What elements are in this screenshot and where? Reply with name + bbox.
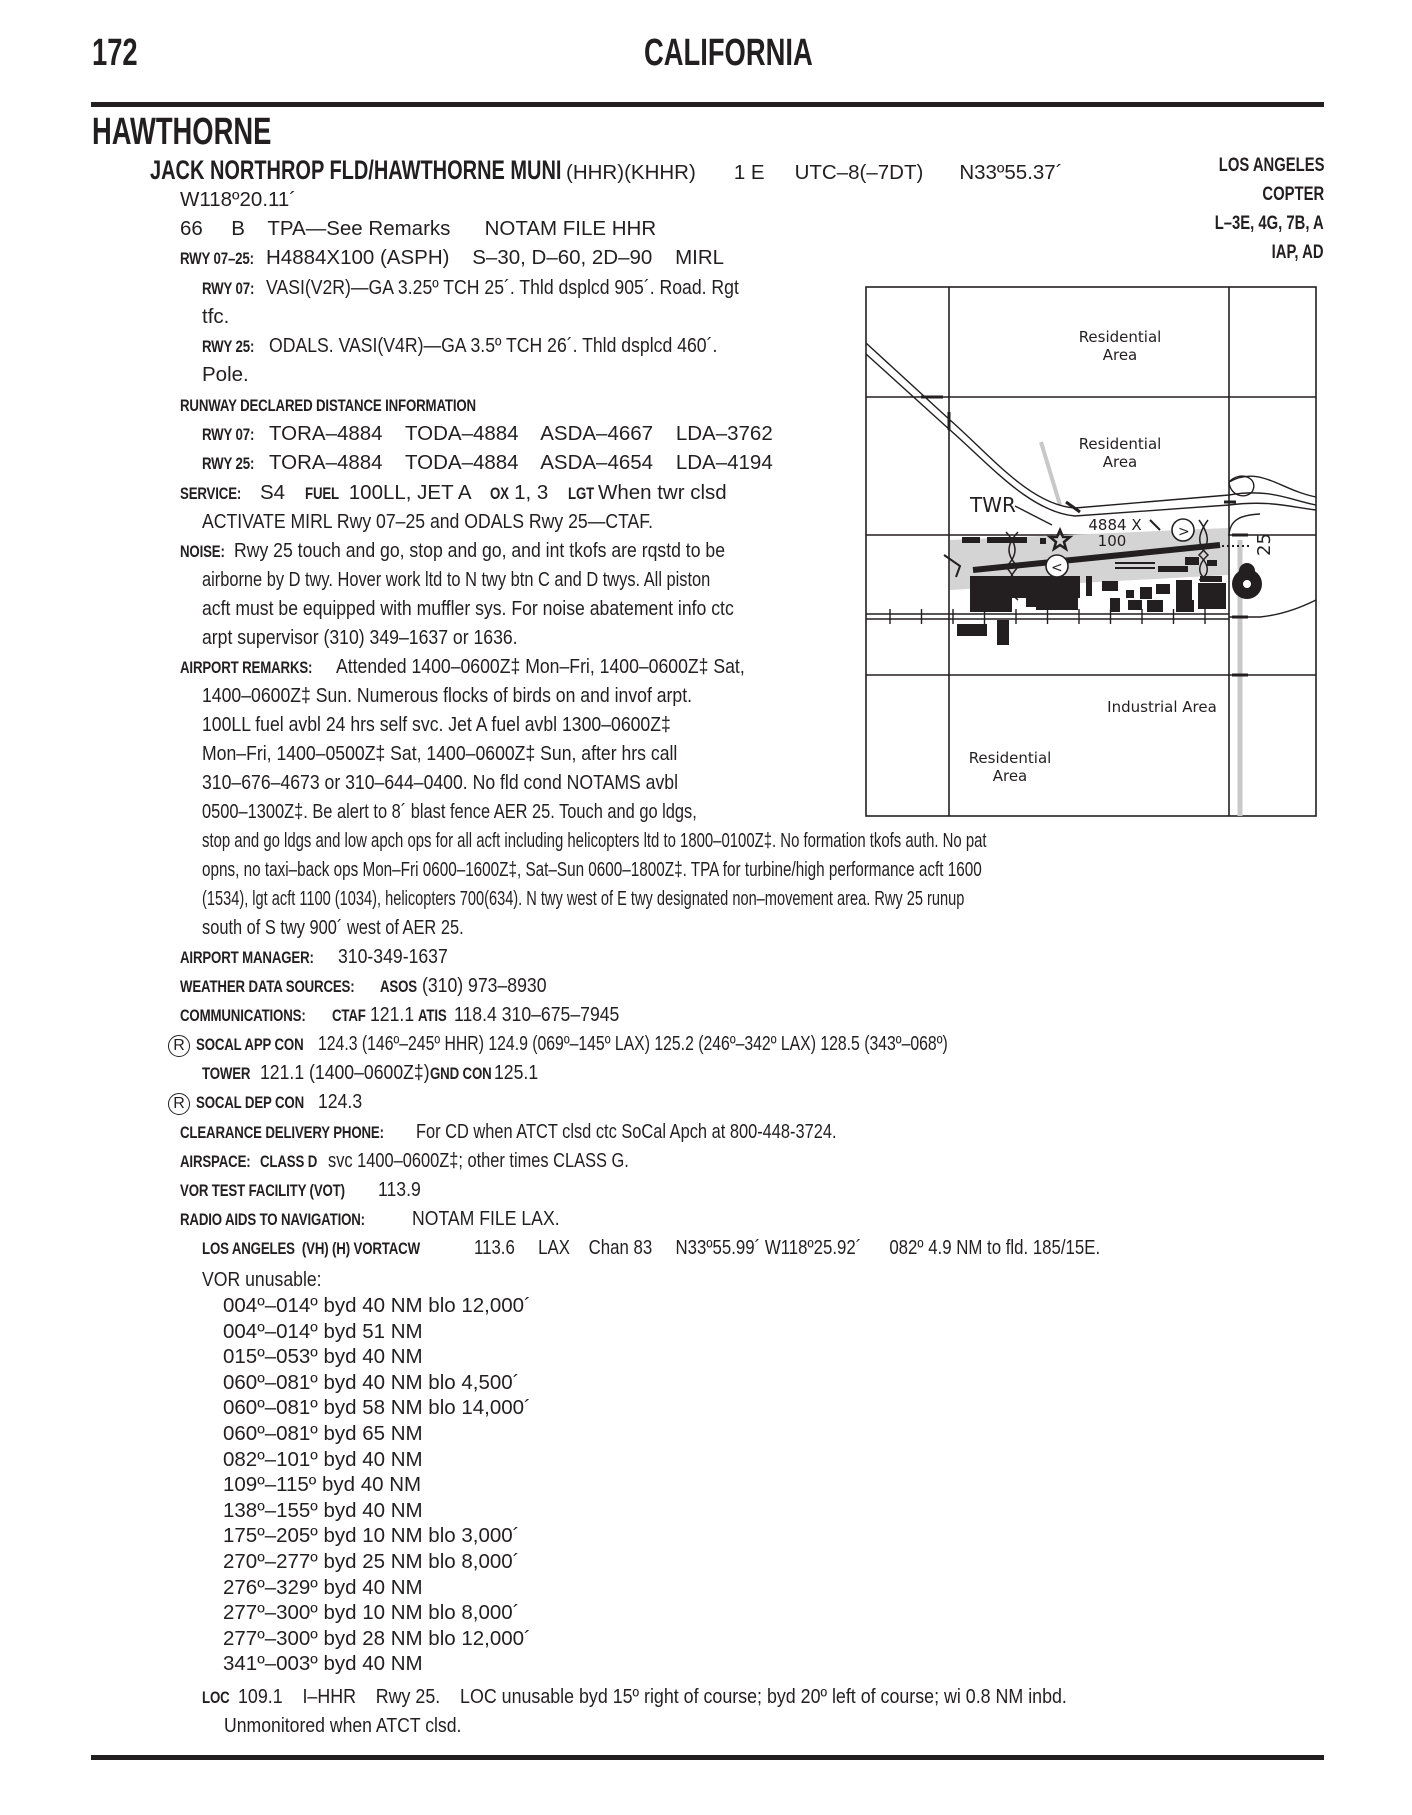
weather-line bbox=[180, 971, 567, 1000]
airport-lon: W118º20.11´ bbox=[180, 188, 297, 211]
vor-unusable-item: 082º–101º byd 40 NM bbox=[223, 1447, 423, 1471]
radar-r-icon: R bbox=[168, 1093, 190, 1115]
declared-row bbox=[202, 419, 773, 448]
app-con-line bbox=[168, 1029, 1136, 1058]
declared-row-text: TORA–4884 TODA–4884 ASDA–4654 LDA–4194 bbox=[269, 451, 773, 474]
rwy07-line bbox=[202, 273, 816, 302]
area-label: Area bbox=[1102, 453, 1138, 471]
chart-ref: COPTER bbox=[1262, 184, 1324, 205]
interchange-ramp bbox=[1229, 514, 1260, 535]
area-label: Residential bbox=[1078, 435, 1162, 453]
weather-label: WEATHER DATA SOURCES: bbox=[180, 977, 355, 996]
vot-value: 113.9 bbox=[378, 1178, 421, 1201]
remarks-line: 310–676–4673 or 310–644–0400. No fld cond NOTAMS avbl bbox=[202, 771, 679, 794]
vor-unusable-item: 277º–300º byd 28 NM blo 12,000´ bbox=[223, 1626, 531, 1650]
remarks-line: south of S twy 900´ west of AER 25. bbox=[202, 916, 464, 939]
area-label: Area bbox=[992, 767, 1028, 785]
navaids-label: RADIO AIDS TO NAVIGATION: bbox=[180, 1210, 365, 1229]
direction-arrow-right: > bbox=[1178, 524, 1190, 540]
fuel-value: 100LL, JET A bbox=[348, 481, 471, 504]
vor-unusable-item: 138º–155º byd 40 NM bbox=[223, 1498, 423, 1522]
top-rule bbox=[91, 102, 1324, 107]
airport-line bbox=[150, 154, 1063, 186]
navaids-line bbox=[180, 1204, 584, 1233]
vor-unusable-item: 277º–300º byd 10 NM blo 8,000´ bbox=[223, 1601, 520, 1625]
loc-line bbox=[202, 1682, 1191, 1711]
area-label: Industrial Area bbox=[1107, 698, 1217, 716]
state-title: CALIFORNIA bbox=[644, 32, 813, 74]
rwy07-label: RWY 07: bbox=[202, 279, 255, 298]
lgt-value: When twr clsd bbox=[597, 481, 727, 504]
gnd-value: 125.1 bbox=[494, 1061, 539, 1084]
vor-unusable-item: 109º–115º byd 40 NM bbox=[223, 1473, 422, 1497]
asos-label: ASOS bbox=[380, 977, 417, 996]
ctaf-value: 121.1 bbox=[370, 1003, 415, 1026]
app-con-label: SOCAL APP CON bbox=[196, 1035, 304, 1054]
comms-line bbox=[180, 1000, 646, 1029]
service-line bbox=[180, 478, 727, 507]
atis-value: 118.4 310–675–7945 bbox=[454, 1003, 620, 1026]
area-label: Residential bbox=[1078, 328, 1162, 346]
vor-unusable-item: 276º–329º byd 40 NM bbox=[223, 1575, 423, 1599]
airport-lat: N33º55.37´ bbox=[959, 161, 1063, 184]
vor-unusable-item: 060º–081º byd 58 NM blo 14,000´ bbox=[223, 1396, 531, 1420]
service-label: SERVICE: bbox=[180, 484, 242, 503]
remarks-line: 1400–0600Z‡ Sun. Numerous flocks of birds on and invof arpt. bbox=[202, 684, 693, 707]
vor-unusable-item: 060º–081º byd 40 NM blo 4,500´ bbox=[223, 1370, 520, 1394]
rwy25-text: ODALS. VASI(V4R)—GA 3.5º TCH 26´. Thld dsplcd 460´. bbox=[269, 334, 718, 357]
airspace-text: svc 1400–0600Z‡; other times CLASS G. bbox=[328, 1149, 629, 1172]
rwy07-text: VASI(V2R)—GA 3.25º TCH 25´. Thld dsplcd 905´. Road. Rgt bbox=[266, 276, 739, 299]
runway-label: RWY 07–25: bbox=[180, 249, 254, 268]
noise-line: airborne by D twy. Hover work ltd to N twy btn C and D twys. All piston bbox=[202, 568, 711, 591]
vortac-line bbox=[202, 1233, 1238, 1262]
rwy25-line bbox=[202, 331, 790, 360]
area-label: Area bbox=[1102, 346, 1138, 364]
runway-text: H4884X100 (ASPH) S–30, D–60, 2D–90 MIRL bbox=[266, 246, 725, 269]
noise-line: arpt supervisor (310) 349–1637 or 1636. bbox=[202, 626, 518, 649]
tower-pointer bbox=[1015, 506, 1052, 525]
remarks-line: 0500–1300Z‡. Be alert to 8´ blast fence AER 25. Touch and go ldgs, bbox=[202, 800, 697, 823]
ox-value: 1, 3 bbox=[514, 481, 549, 504]
runway-line bbox=[180, 243, 724, 272]
comms-label: COMMUNICATIONS: bbox=[180, 1006, 306, 1025]
runway-end-label: 25 bbox=[1254, 533, 1275, 556]
airport-name: JACK NORTHROP FLD/HAWTHORNE MUNI bbox=[150, 155, 562, 185]
dep-con-label: SOCAL DEP CON bbox=[196, 1093, 305, 1112]
airspace-line bbox=[180, 1146, 704, 1175]
manager-label: AIRPORT MANAGER: bbox=[180, 948, 314, 967]
loc-label: LOC bbox=[202, 1688, 230, 1707]
declared-row bbox=[202, 448, 773, 477]
bottom-rule bbox=[91, 1755, 1324, 1760]
gnd-label: GND CON bbox=[430, 1064, 492, 1083]
airport-diagram bbox=[862, 283, 1320, 820]
dims-pointer bbox=[1150, 520, 1160, 530]
rwy25-label: RWY 25: bbox=[202, 337, 255, 356]
chart-ref: LOS ANGELES bbox=[1218, 155, 1324, 176]
tower-label: TOWER bbox=[202, 1064, 251, 1083]
direction-arrow-left: < bbox=[1051, 560, 1063, 576]
remarks-line: Mon–Fri, 1400–0500Z‡ Sat, 1400–0600Z‡ Sun, after hrs call bbox=[202, 742, 678, 765]
tower-line bbox=[202, 1058, 545, 1087]
remarks-line: stop and go ldgs and low apch ops for all acft including helicopters ltd to 1800–0100Z‡. No formation tkofs auth. No pat bbox=[202, 829, 987, 852]
vor-unusable-item: 004º–014º byd 51 NM bbox=[223, 1319, 423, 1343]
dep-con-value: 124.3 bbox=[318, 1090, 363, 1113]
ox-label: OX bbox=[490, 484, 509, 503]
fuel-label: FUEL bbox=[304, 484, 339, 503]
vortac-label: LOS ANGELES (VH) (H) VORTACW bbox=[202, 1239, 420, 1258]
airport-distance: 1 E bbox=[733, 161, 765, 184]
runway-dims: 100 bbox=[1097, 532, 1127, 550]
rwy07-line2: tfc. bbox=[202, 305, 230, 328]
city-title: HAWTHORNE bbox=[92, 111, 272, 153]
page-number: 172 bbox=[92, 32, 138, 74]
vor-unusable-item: 060º–081º byd 65 NM bbox=[223, 1422, 423, 1445]
highway bbox=[866, 343, 1316, 508]
vor-unusable-item: 015º–053º byd 40 NM bbox=[223, 1345, 423, 1369]
airport-line3: 66 B TPA—See Remarks NOTAM FILE HHR bbox=[180, 217, 657, 240]
remarks-line: opns, no taxi–back ops Mon–Fri 0600–1600Z‡, Sat–Sun 0600–1800Z‡. TPA for turbine/high performance acft 1600 bbox=[202, 858, 982, 881]
loc-text: 109.1 I–HHR Rwy 25. LOC unusable byd 15º right of course; byd 20º left of course; wi 0.8 NM inbd. bbox=[238, 1685, 1067, 1708]
rwy25-line2: Pole. bbox=[202, 363, 249, 386]
navaids-text: NOTAM FILE LAX. bbox=[412, 1207, 560, 1230]
area-label: Residential bbox=[968, 749, 1052, 767]
declared-row-label: RWY 07: bbox=[202, 425, 255, 444]
noise-line bbox=[180, 536, 805, 565]
service-line2: ACTIVATE MIRL Rwy 07–25 and ODALS Rwy 25—CTAF. bbox=[202, 510, 654, 533]
dep-con-line bbox=[168, 1087, 369, 1116]
service-s: S4 bbox=[260, 481, 286, 504]
vor-unusable-item: 341º–003º byd 40 NM bbox=[223, 1652, 423, 1676]
vortac-text: 113.6 LAX Chan 83 N33º55.99´ W118º25.92´ 082º 4.9 NM to fld. 185/15E. bbox=[474, 1236, 1101, 1259]
runway-dims: 4884 X bbox=[1088, 516, 1142, 534]
vor-unusable-item: 004º–014º byd 40 NM blo 12,000´ bbox=[223, 1294, 531, 1317]
vot-line bbox=[180, 1175, 428, 1204]
remarks-text: Attended 1400–0600Z‡ Mon–Fri, 1400–0600Z‡ Sat, bbox=[336, 655, 745, 678]
remarks-line: 100LL fuel avbl 24 hrs self svc. Jet A fuel avbl 1300–0600Z‡ bbox=[202, 713, 671, 736]
chart-ref: L–3E, 4G, 7B, A bbox=[1214, 213, 1324, 234]
remarks-label: AIRPORT REMARKS: bbox=[180, 658, 313, 677]
app-con-value: 124.3 (146º–245º HHR) 124.9 (069º–145º LAX) 125.2 (246º–342º LAX) 128.5 (343º–068º) bbox=[318, 1032, 948, 1055]
airport-ids: (HHR)(KHHR) bbox=[566, 161, 696, 184]
noise-text: Rwy 25 touch and go, stop and go, and int tkofs are rqstd to be bbox=[234, 539, 726, 562]
rotating-beacon-icon bbox=[1232, 563, 1262, 599]
airspace-label: AIRSPACE: bbox=[180, 1152, 251, 1171]
vor-unusable-title: VOR unusable: bbox=[202, 1268, 322, 1291]
clearance-label: CLEARANCE DELIVERY PHONE: bbox=[180, 1123, 384, 1142]
manager-line bbox=[180, 942, 466, 971]
ctaf-label: CTAF bbox=[332, 1006, 366, 1025]
tower-value: 121.1 (1400–0600Z‡) bbox=[260, 1061, 430, 1084]
chart-ref: IAP, AD bbox=[1272, 242, 1324, 263]
lgt-label: LGT bbox=[567, 484, 595, 503]
remarks-line: (1534), lgt acft 1100 (1034), helicopters 700(634). N twy west of E twy designated non–movement area. Rwy 25 runup bbox=[202, 887, 965, 910]
clearance-line bbox=[180, 1117, 942, 1146]
atis-label: ATIS bbox=[418, 1006, 447, 1025]
radar-r-icon: R bbox=[168, 1035, 190, 1057]
taxiway-diagonal bbox=[1041, 442, 1060, 505]
remarks-line bbox=[180, 652, 811, 681]
weather-phone: (310) 973–8930 bbox=[422, 974, 547, 997]
noise-label: NOISE: bbox=[180, 542, 225, 561]
manager-phone: 310-349-1637 bbox=[338, 945, 448, 968]
declared-title: RUNWAY DECLARED DISTANCE INFORMATION bbox=[180, 396, 476, 415]
declared-row-text: TORA–4884 TODA–4884 ASDA–4667 LDA–3762 bbox=[269, 422, 773, 445]
class-d-label: CLASS D bbox=[260, 1152, 318, 1171]
airport-utc: UTC–8(–7DT) bbox=[794, 161, 924, 184]
noise-line: acft must be equipped with muffler sys. For noise abatement info ctc bbox=[202, 597, 734, 620]
vot-label: VOR TEST FACILITY (VOT) bbox=[180, 1181, 345, 1200]
loc-line2: Unmonitored when ATCT clsd. bbox=[224, 1714, 462, 1737]
declared-row-label: RWY 25: bbox=[202, 454, 255, 473]
vor-unusable-item: 175º–205º byd 10 NM blo 3,000´ bbox=[223, 1524, 520, 1548]
clearance-text: For CD when ATCT clsd ctc SoCal Apch at 800-448-3724. bbox=[416, 1120, 837, 1143]
vor-unusable-item: 270º–277º byd 25 NM blo 8,000´ bbox=[223, 1550, 520, 1573]
twr-label: TWR bbox=[970, 493, 1016, 517]
